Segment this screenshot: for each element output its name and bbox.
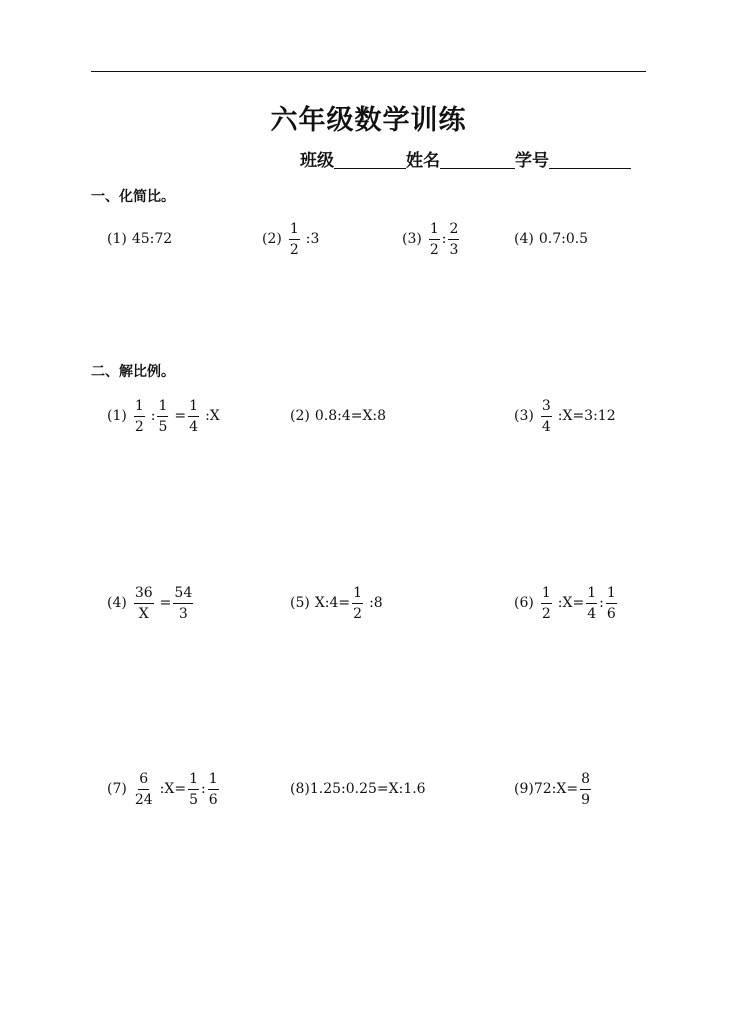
problem-label: (3) bbox=[402, 231, 422, 247]
problem-2-8 bbox=[290, 766, 426, 812]
problem-2-2 bbox=[290, 393, 386, 439]
fraction bbox=[580, 772, 591, 807]
fraction bbox=[134, 399, 145, 434]
ratio-sign: : bbox=[201, 781, 206, 797]
problem-1-2 bbox=[262, 216, 319, 262]
problem-label: (3) bbox=[514, 408, 534, 424]
problem-label: (4) bbox=[514, 231, 534, 247]
expression-suffix: :X=3:12 bbox=[557, 408, 616, 424]
ratio-sign: : bbox=[441, 231, 447, 247]
numerator: 1 bbox=[188, 399, 199, 417]
expression-suffix: :X bbox=[205, 408, 220, 424]
problem-label: (7) bbox=[107, 781, 127, 797]
expression-suffix: :3 bbox=[305, 231, 320, 247]
problem-2-4 bbox=[107, 580, 195, 626]
fraction bbox=[208, 772, 219, 807]
worksheet-title: 六年级数学训练 bbox=[270, 105, 467, 136]
top-rule bbox=[91, 71, 646, 72]
fraction bbox=[173, 586, 193, 621]
problem-label: (2) bbox=[290, 408, 310, 424]
fraction bbox=[586, 586, 597, 621]
student-info-line bbox=[300, 146, 631, 171]
denominator: 24 bbox=[134, 791, 153, 808]
fraction bbox=[448, 222, 459, 257]
fraction bbox=[606, 586, 617, 621]
student-id-blank[interactable] bbox=[549, 150, 631, 169]
equals-sign: = bbox=[174, 408, 187, 424]
fraction bbox=[188, 772, 199, 807]
numerator: 1 bbox=[134, 399, 145, 417]
expression: 45:72 bbox=[131, 231, 173, 247]
denominator: 2 bbox=[353, 605, 363, 622]
name-label: 姓名 bbox=[406, 151, 440, 171]
numerator: 54 bbox=[173, 586, 193, 604]
denominator: 4 bbox=[189, 418, 199, 435]
class-blank[interactable] bbox=[334, 150, 406, 169]
denominator: 6 bbox=[208, 791, 218, 808]
numerator: 8 bbox=[580, 772, 591, 790]
fraction bbox=[429, 222, 440, 257]
name-blank[interactable] bbox=[440, 150, 515, 169]
section-simplify-ratio-heading: 一、化简比。 bbox=[91, 189, 175, 205]
fraction bbox=[134, 772, 154, 807]
problem-1-3 bbox=[402, 216, 461, 262]
numerator: 36 bbox=[134, 586, 154, 604]
problem-2-6 bbox=[514, 580, 619, 626]
numerator: 1 bbox=[429, 222, 440, 240]
numerator: 1 bbox=[157, 399, 168, 417]
denominator: 2 bbox=[429, 241, 439, 258]
problem-label: (4) bbox=[107, 595, 127, 611]
problem-2-3 bbox=[514, 393, 616, 439]
numerator: 1 bbox=[208, 772, 219, 790]
numerator: 1 bbox=[586, 586, 597, 604]
problem-2-5 bbox=[290, 580, 383, 626]
problem-label: (6) bbox=[514, 595, 534, 611]
fraction bbox=[134, 586, 154, 621]
class-label: 班级 bbox=[300, 151, 334, 171]
expression: 0.8:4=X:8 bbox=[314, 408, 387, 424]
student-id-label: 学号 bbox=[515, 151, 549, 171]
denominator: 9 bbox=[581, 791, 590, 808]
expression-prefix: 72:X= bbox=[533, 781, 579, 797]
fraction bbox=[352, 586, 363, 621]
fraction bbox=[289, 222, 300, 257]
problem-label: (8) bbox=[290, 781, 310, 797]
ratio-sign: : bbox=[599, 595, 604, 611]
problem-2-9 bbox=[514, 766, 593, 812]
denominator: 3 bbox=[178, 605, 188, 622]
problem-label: (5) bbox=[290, 595, 310, 611]
denominator: 4 bbox=[587, 605, 597, 622]
denominator: 2 bbox=[289, 241, 299, 258]
problem-label: (2) bbox=[262, 231, 282, 247]
ratio-sign: : bbox=[150, 408, 156, 424]
problem-label: (1) bbox=[107, 231, 127, 247]
numerator: 3 bbox=[541, 399, 552, 417]
problem-1-1 bbox=[107, 216, 172, 262]
equals-sign: = bbox=[159, 595, 172, 611]
denominator: 4 bbox=[541, 418, 551, 435]
fraction bbox=[541, 399, 552, 434]
numerator: 6 bbox=[138, 772, 149, 790]
numerator: 1 bbox=[606, 586, 617, 604]
numerator: 1 bbox=[188, 772, 199, 790]
denominator: 5 bbox=[158, 418, 168, 435]
numerator: 2 bbox=[448, 222, 459, 240]
problem-label: (1) bbox=[107, 408, 127, 424]
problem-1-4 bbox=[514, 216, 588, 262]
denominator: 5 bbox=[189, 791, 199, 808]
denominator: 3 bbox=[449, 241, 459, 258]
expression: 0.7:0.5 bbox=[538, 231, 589, 247]
denominator: 2 bbox=[134, 418, 144, 435]
section-solve-proportion-heading: 二、解比例。 bbox=[91, 364, 175, 380]
expression-prefix: X:4= bbox=[314, 595, 351, 611]
numerator: 1 bbox=[541, 586, 552, 604]
problem-label: (9) bbox=[514, 781, 534, 797]
denominator: 6 bbox=[606, 605, 616, 622]
fraction bbox=[541, 586, 552, 621]
problem-2-7 bbox=[107, 766, 221, 812]
denominator: X bbox=[138, 605, 149, 622]
expression-suffix: :8 bbox=[369, 595, 383, 611]
fraction bbox=[188, 399, 199, 434]
numerator: 1 bbox=[289, 222, 300, 240]
denominator: 2 bbox=[541, 605, 551, 622]
numerator: 1 bbox=[352, 586, 363, 604]
expression: 1.25:0.25=X:1.6 bbox=[309, 781, 426, 797]
expression-middle: :X= bbox=[557, 595, 585, 611]
problem-2-1 bbox=[107, 393, 220, 439]
expression-middle: :X= bbox=[159, 781, 187, 797]
fraction bbox=[157, 399, 168, 434]
